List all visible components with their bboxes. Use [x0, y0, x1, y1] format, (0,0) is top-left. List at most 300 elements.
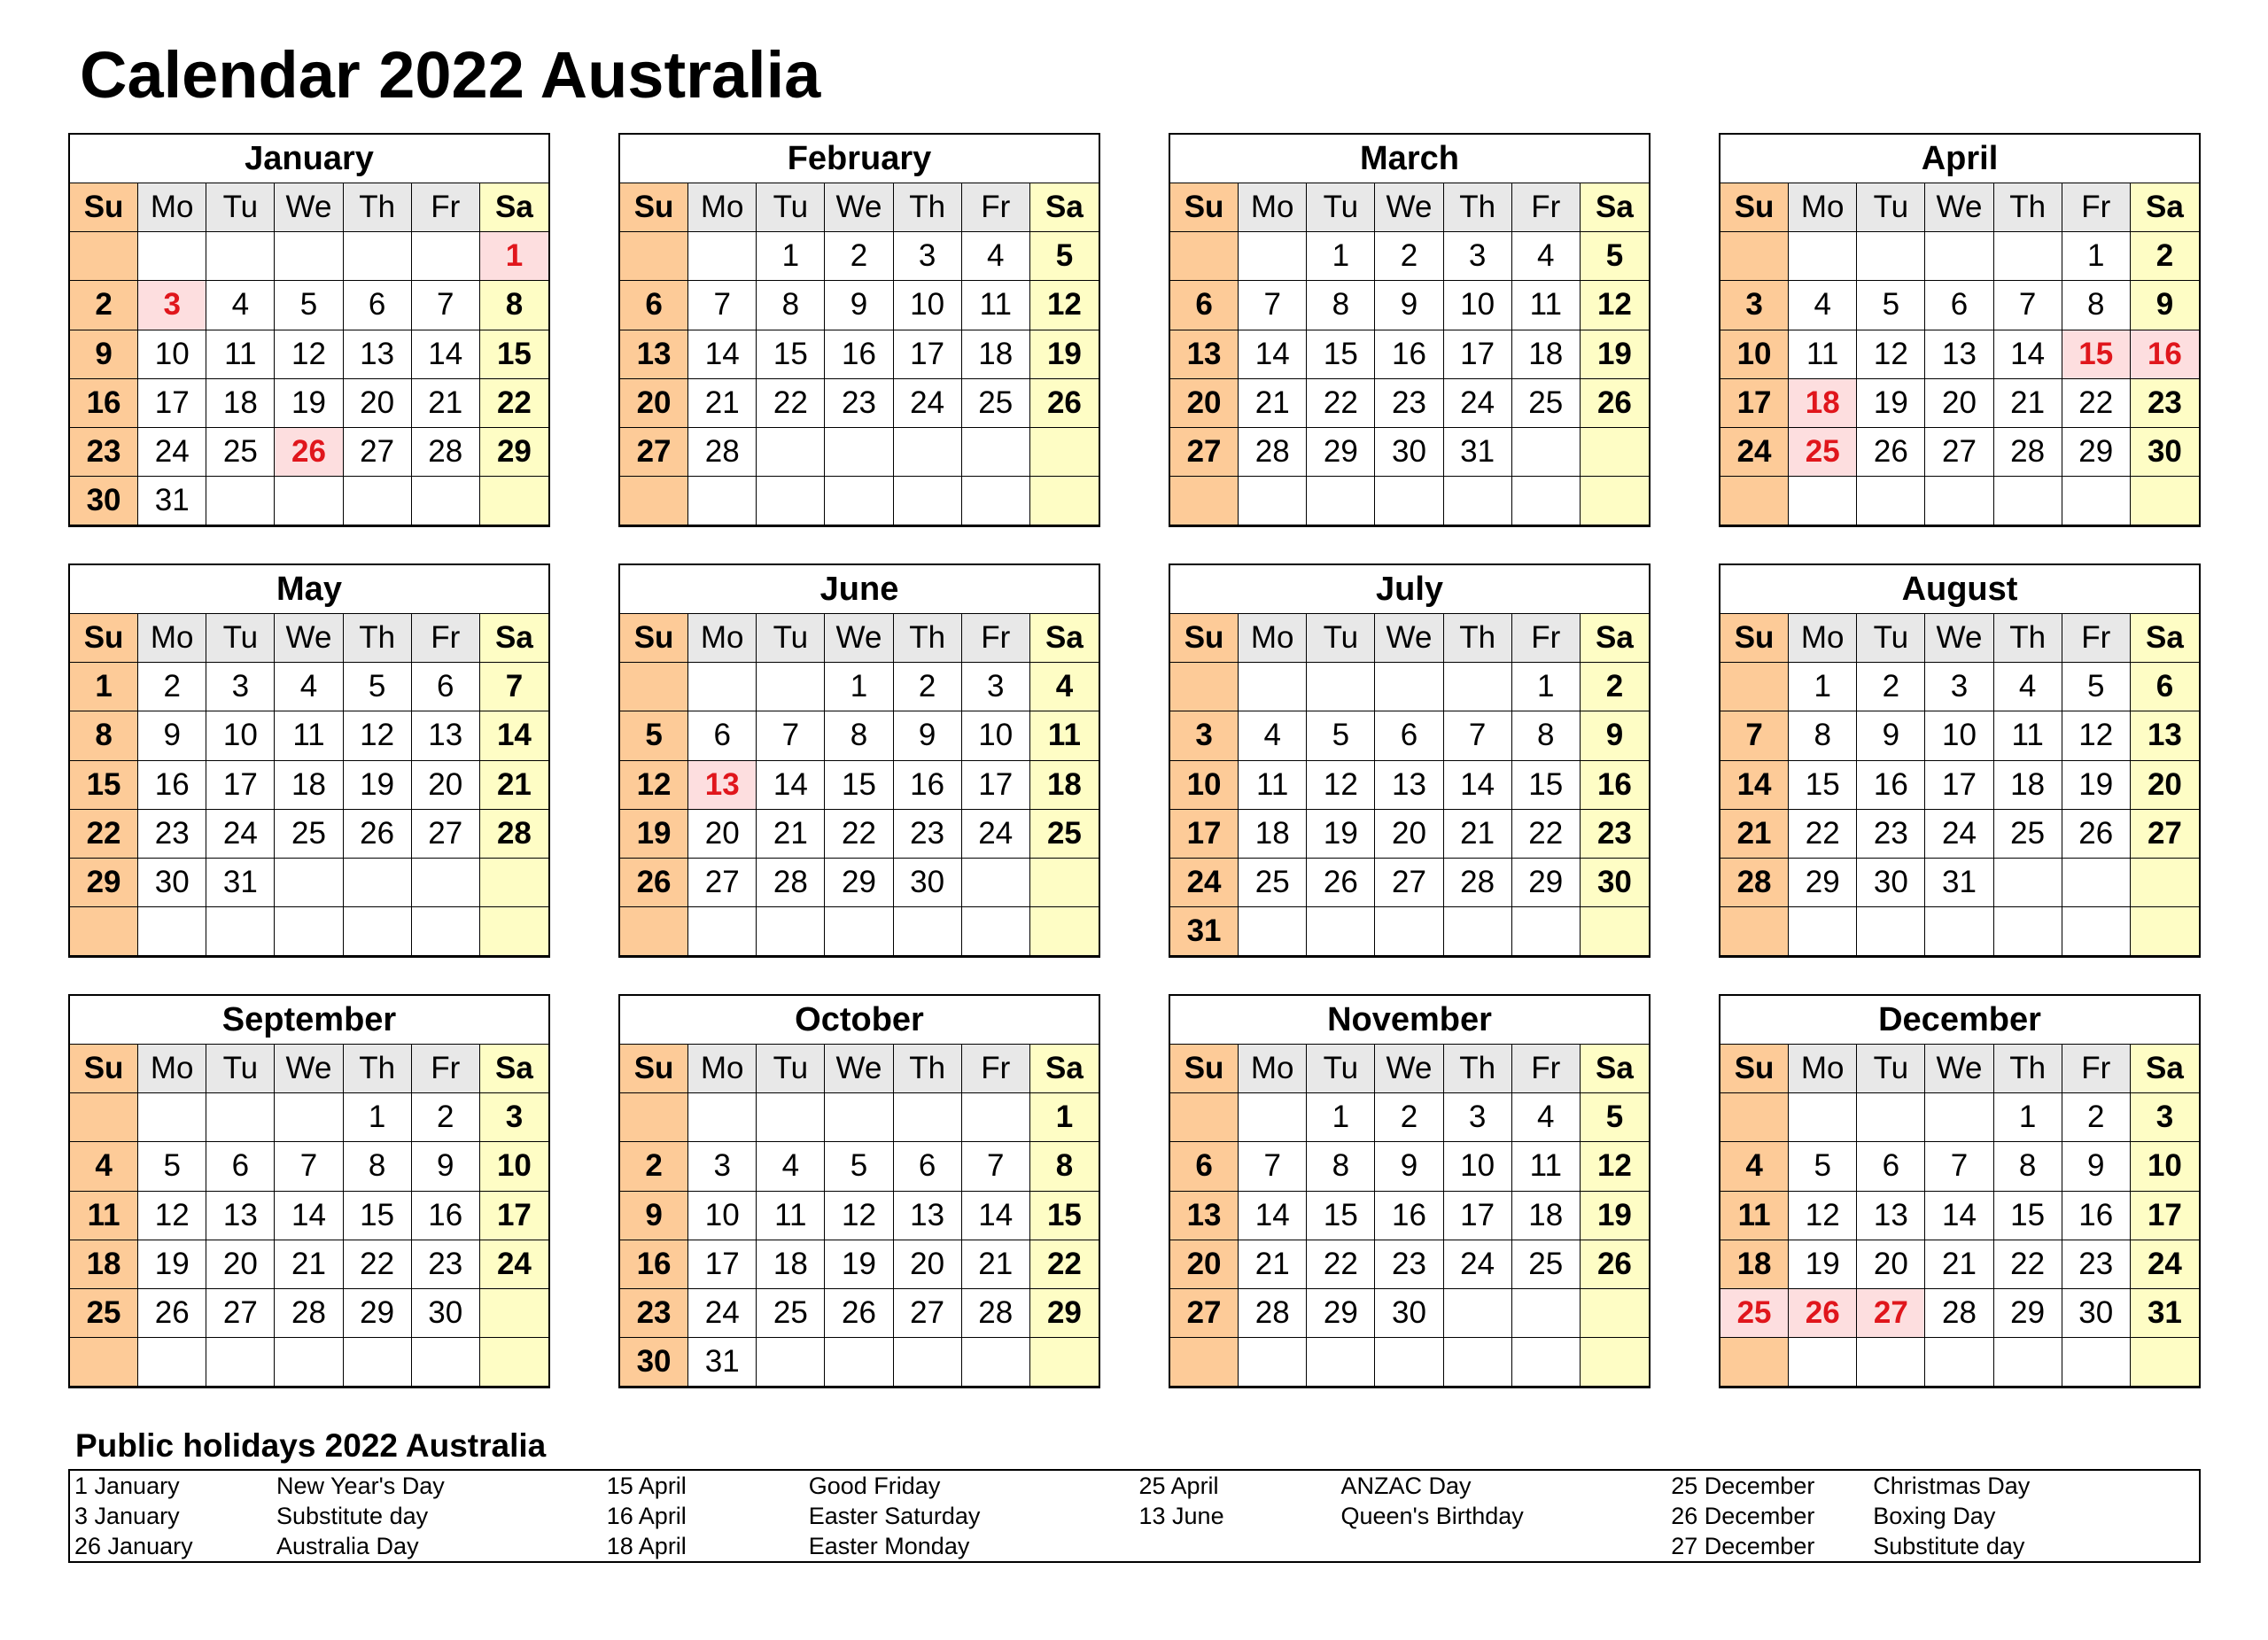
weekday-header: Sa — [480, 614, 548, 663]
weekday-header: Th — [1994, 614, 2062, 663]
day-cell: 4 — [1030, 663, 1099, 711]
weekday-header: Mo — [1239, 183, 1307, 232]
empty-cell — [962, 907, 1030, 956]
empty-cell — [206, 1338, 275, 1387]
weekday-header: Fr — [412, 183, 480, 232]
empty-cell — [344, 477, 412, 525]
weekday-header: Su — [1720, 1045, 1789, 1093]
day-cell: 30 — [1857, 859, 1925, 907]
weekday-header: We — [1925, 183, 1993, 232]
day-cell: 15 — [1030, 1192, 1099, 1240]
empty-cell — [1581, 1289, 1649, 1338]
day-cell: 9 — [138, 711, 206, 760]
month-calendar — [1169, 133, 1651, 527]
day-cell: 22 — [1789, 810, 1857, 859]
empty-cell — [1030, 428, 1099, 477]
holiday-date: 27 December — [1671, 1533, 1815, 1559]
weekday-header: Fr — [962, 614, 1030, 663]
holidays-table — [68, 1469, 2201, 1563]
holiday-group — [1135, 1471, 1667, 1561]
month-calendar — [618, 994, 1100, 1388]
day-cell: 2 — [894, 663, 962, 711]
holiday-name: Substitute day — [276, 1503, 429, 1529]
day-cell: 6 — [1375, 711, 1443, 760]
day-cell: 31 — [1444, 428, 1512, 477]
empty-cell — [1720, 1338, 1789, 1387]
weekday-header: Th — [344, 614, 412, 663]
day-cell: 20 — [1857, 1240, 1925, 1289]
day-cell: 30 — [1375, 1289, 1443, 1338]
day-cell: 23 — [2131, 379, 2199, 428]
day-cell: 2 — [1581, 663, 1649, 711]
weekday-header: We — [825, 1045, 893, 1093]
day-cell: 14 — [1239, 330, 1307, 379]
empty-cell — [275, 907, 343, 956]
weekday-header: We — [275, 183, 343, 232]
day-cell: 16 — [1375, 1192, 1443, 1240]
day-cell: 19 — [275, 379, 343, 428]
holiday-date: 15 April — [606, 1473, 687, 1499]
day-cell: 10 — [962, 711, 1030, 760]
month-name: January — [70, 135, 548, 183]
empty-cell — [757, 1338, 825, 1387]
day-cell: 26 — [620, 859, 688, 907]
day-cell: 2 — [1375, 1093, 1443, 1142]
empty-cell — [1170, 663, 1239, 711]
day-cell: 28 — [1239, 428, 1307, 477]
empty-cell — [1720, 663, 1789, 711]
empty-cell — [1444, 1289, 1512, 1338]
day-cell: 9 — [825, 281, 893, 330]
day-cell: 1 — [1789, 663, 1857, 711]
weekday-header: Tu — [757, 183, 825, 232]
day-cell: 13 — [1170, 330, 1239, 379]
weekday-header: We — [275, 1045, 343, 1093]
empty-cell — [1857, 232, 1925, 281]
day-cell: 2 — [1857, 663, 1925, 711]
day-cell: 19 — [825, 1240, 893, 1289]
day-cell: 8 — [70, 711, 138, 760]
day-cell: 25 — [1512, 379, 1581, 428]
weekday-header: Tu — [757, 1045, 825, 1093]
empty-cell — [620, 1093, 688, 1142]
empty-cell — [1170, 232, 1239, 281]
empty-cell — [2131, 859, 2199, 907]
empty-cell — [620, 663, 688, 711]
day-cell: 11 — [1512, 1142, 1581, 1191]
holiday-row — [1135, 1471, 1667, 1501]
day-cell: 26 — [1030, 379, 1099, 428]
day-cell: 13 — [412, 711, 480, 760]
day-cell: 20 — [1170, 1240, 1239, 1289]
day-cell: 17 — [688, 1240, 757, 1289]
empty-cell — [825, 1093, 893, 1142]
empty-cell — [894, 1338, 962, 1387]
day-cell: 9 — [620, 1192, 688, 1240]
day-cell: 8 — [1512, 711, 1581, 760]
day-cell: 28 — [412, 428, 480, 477]
empty-cell — [962, 477, 1030, 525]
day-cell: 12 — [1581, 281, 1649, 330]
holiday-row — [602, 1471, 1135, 1501]
day-cell: 23 — [1857, 810, 1925, 859]
weekday-header: Fr — [412, 614, 480, 663]
empty-cell — [480, 477, 548, 525]
weekday-header: Mo — [1789, 1045, 1857, 1093]
day-cell: 19 — [620, 810, 688, 859]
day-cell: 11 — [1239, 761, 1307, 810]
day-cell: 13 — [206, 1192, 275, 1240]
empty-cell — [1720, 1093, 1789, 1142]
day-cell: 20 — [620, 379, 688, 428]
day-cell: 11 — [962, 281, 1030, 330]
empty-cell — [620, 907, 688, 956]
day-cell: 20 — [1170, 379, 1239, 428]
day-cell: 19 — [1789, 1240, 1857, 1289]
weekday-header: Sa — [480, 183, 548, 232]
day-cell: 12 — [1581, 1142, 1649, 1191]
day-cell: 1 — [1030, 1093, 1099, 1142]
weekday-header: Th — [894, 614, 962, 663]
weekday-header: Th — [344, 1045, 412, 1093]
day-cell: 7 — [480, 663, 548, 711]
weekday-header: Mo — [688, 614, 757, 663]
empty-cell — [412, 477, 480, 525]
holiday-day-cell: 26 — [1789, 1289, 1857, 1338]
day-cell: 6 — [1170, 281, 1239, 330]
day-cell: 11 — [206, 330, 275, 379]
weekday-header: Su — [70, 614, 138, 663]
day-cell: 21 — [412, 379, 480, 428]
day-cell: 17 — [1444, 1192, 1512, 1240]
day-cell: 6 — [206, 1142, 275, 1191]
month-name: October — [620, 996, 1099, 1045]
empty-cell — [1789, 907, 1857, 956]
day-cell: 1 — [757, 232, 825, 281]
day-cell: 5 — [138, 1142, 206, 1191]
day-cell: 31 — [688, 1338, 757, 1387]
weekday-header: Th — [344, 183, 412, 232]
day-cell: 3 — [1444, 232, 1512, 281]
empty-cell — [825, 477, 893, 525]
day-cell: 2 — [1375, 232, 1443, 281]
holiday-name: ANZAC Day — [1340, 1473, 1472, 1499]
day-cell: 24 — [480, 1240, 548, 1289]
empty-cell — [688, 232, 757, 281]
day-cell: 25 — [206, 428, 275, 477]
weekday-header: Sa — [480, 1045, 548, 1093]
holiday-date: 16 April — [606, 1503, 687, 1529]
empty-cell — [757, 907, 825, 956]
weekday-header: Su — [70, 183, 138, 232]
empty-cell — [344, 232, 412, 281]
day-cell: 21 — [1239, 379, 1307, 428]
day-cell: 13 — [1925, 330, 1993, 379]
empty-cell — [480, 1289, 548, 1338]
empty-cell — [962, 1093, 1030, 1142]
day-cell: 28 — [480, 810, 548, 859]
day-cell: 16 — [894, 761, 962, 810]
holiday-date: 18 April — [606, 1533, 687, 1559]
day-cell: 26 — [1307, 859, 1375, 907]
weekday-header: Su — [1170, 614, 1239, 663]
weekday-header: We — [1375, 1045, 1443, 1093]
day-cell: 3 — [1925, 663, 1993, 711]
day-cell: 18 — [1239, 810, 1307, 859]
holiday-day-cell: 1 — [480, 232, 548, 281]
day-cell: 6 — [620, 281, 688, 330]
day-cell: 29 — [1307, 428, 1375, 477]
day-cell: 20 — [894, 1240, 962, 1289]
day-cell: 6 — [1170, 1142, 1239, 1191]
day-cell: 29 — [344, 1289, 412, 1338]
day-cell: 24 — [1720, 428, 1789, 477]
holiday-day-cell: 25 — [1789, 428, 1857, 477]
day-cell: 7 — [962, 1142, 1030, 1191]
empty-cell — [1994, 1338, 2062, 1387]
day-cell: 16 — [70, 379, 138, 428]
empty-cell — [412, 907, 480, 956]
day-cell: 27 — [1170, 428, 1239, 477]
day-cell: 24 — [894, 379, 962, 428]
day-cell: 17 — [1444, 330, 1512, 379]
holiday-date: 26 January — [74, 1533, 193, 1559]
holiday-day-cell: 3 — [138, 281, 206, 330]
day-cell: 19 — [1030, 330, 1099, 379]
day-cell: 4 — [1720, 1142, 1789, 1191]
empty-cell — [275, 1338, 343, 1387]
day-cell: 25 — [1512, 1240, 1581, 1289]
empty-cell — [1170, 1093, 1239, 1142]
weekday-header: Th — [1444, 614, 1512, 663]
day-cell: 28 — [688, 428, 757, 477]
day-cell: 12 — [1789, 1192, 1857, 1240]
day-cell: 22 — [1030, 1240, 1099, 1289]
day-cell: 1 — [70, 663, 138, 711]
day-cell: 10 — [1170, 761, 1239, 810]
day-cell: 15 — [757, 330, 825, 379]
day-cell: 2 — [70, 281, 138, 330]
day-cell: 16 — [2062, 1192, 2131, 1240]
day-cell: 14 — [275, 1192, 343, 1240]
holiday-name: Good Friday — [808, 1473, 941, 1499]
day-cell: 22 — [1307, 1240, 1375, 1289]
weekday-header: Su — [620, 183, 688, 232]
empty-cell — [480, 1338, 548, 1387]
day-cell: 31 — [1170, 907, 1239, 956]
day-cell: 17 — [2131, 1192, 2199, 1240]
day-cell: 23 — [1581, 810, 1649, 859]
day-cell: 22 — [344, 1240, 412, 1289]
empty-cell — [344, 907, 412, 956]
day-cell: 8 — [1789, 711, 1857, 760]
empty-cell — [1857, 477, 1925, 525]
holiday-row — [1666, 1531, 2199, 1561]
holiday-date: 25 December — [1671, 1473, 1815, 1499]
weekday-header: Th — [1994, 1045, 2062, 1093]
day-cell: 11 — [757, 1192, 825, 1240]
day-cell: 1 — [2062, 232, 2131, 281]
empty-cell — [206, 232, 275, 281]
day-cell: 11 — [1030, 711, 1099, 760]
day-cell: 23 — [138, 810, 206, 859]
day-cell: 13 — [620, 330, 688, 379]
day-cell: 23 — [825, 379, 893, 428]
empty-cell — [1512, 1289, 1581, 1338]
day-cell: 19 — [138, 1240, 206, 1289]
empty-cell — [1030, 859, 1099, 907]
holiday-row — [1135, 1501, 1667, 1531]
empty-cell — [1581, 428, 1649, 477]
empty-cell — [1239, 477, 1307, 525]
day-cell: 22 — [1512, 810, 1581, 859]
empty-cell — [1994, 907, 2062, 956]
day-cell: 1 — [1307, 232, 1375, 281]
day-cell: 19 — [1581, 330, 1649, 379]
day-cell: 16 — [1375, 330, 1443, 379]
holidays-title: Public holidays 2022 Australia — [75, 1427, 547, 1464]
empty-cell — [1239, 1338, 1307, 1387]
day-cell: 9 — [894, 711, 962, 760]
empty-cell — [1375, 477, 1443, 525]
holiday-row — [1666, 1501, 2199, 1531]
day-cell: 7 — [757, 711, 825, 760]
empty-cell — [1789, 1093, 1857, 1142]
empty-cell — [1994, 477, 2062, 525]
empty-cell — [206, 1093, 275, 1142]
weekday-header: We — [275, 614, 343, 663]
weekday-header: We — [1375, 614, 1443, 663]
empty-cell — [1444, 663, 1512, 711]
month-name: September — [70, 996, 548, 1045]
day-cell: 22 — [757, 379, 825, 428]
day-cell: 7 — [275, 1142, 343, 1191]
day-cell: 12 — [2062, 711, 2131, 760]
day-cell: 7 — [1444, 711, 1512, 760]
day-cell: 7 — [688, 281, 757, 330]
day-cell: 8 — [1994, 1142, 2062, 1191]
weekday-header: Mo — [138, 614, 206, 663]
empty-cell — [825, 1338, 893, 1387]
empty-cell — [620, 477, 688, 525]
holiday-row — [602, 1501, 1135, 1531]
day-cell: 18 — [1512, 1192, 1581, 1240]
month-calendar — [1719, 994, 2201, 1388]
weekday-header: We — [1375, 183, 1443, 232]
weekday-header: Th — [894, 1045, 962, 1093]
day-cell: 10 — [1444, 1142, 1512, 1191]
day-cell: 4 — [757, 1142, 825, 1191]
day-cell: 6 — [2131, 663, 2199, 711]
day-cell: 25 — [70, 1289, 138, 1338]
month-name: April — [1720, 135, 2199, 183]
day-cell: 16 — [620, 1240, 688, 1289]
empty-cell — [70, 907, 138, 956]
empty-cell — [1581, 907, 1649, 956]
day-cell: 21 — [1925, 1240, 1993, 1289]
month-calendar — [1169, 994, 1651, 1388]
day-cell: 8 — [2062, 281, 2131, 330]
day-cell: 1 — [1307, 1093, 1375, 1142]
holiday-name: Easter Monday — [808, 1533, 970, 1559]
day-cell: 5 — [620, 711, 688, 760]
weekday-header: Sa — [2131, 183, 2199, 232]
day-cell: 22 — [2062, 379, 2131, 428]
empty-cell — [138, 907, 206, 956]
empty-cell — [1789, 477, 1857, 525]
day-cell: 14 — [480, 711, 548, 760]
empty-cell — [2131, 477, 2199, 525]
day-cell: 10 — [894, 281, 962, 330]
weekday-header: Sa — [2131, 614, 2199, 663]
day-cell: 5 — [1030, 232, 1099, 281]
day-cell: 19 — [1307, 810, 1375, 859]
day-cell: 19 — [1581, 1192, 1649, 1240]
day-cell: 20 — [1925, 379, 1993, 428]
day-cell: 13 — [1857, 1192, 1925, 1240]
day-cell: 30 — [412, 1289, 480, 1338]
holiday-date: 13 June — [1138, 1503, 1224, 1529]
day-cell: 17 — [1170, 810, 1239, 859]
day-cell: 6 — [412, 663, 480, 711]
month-calendar — [618, 133, 1100, 527]
empty-cell — [825, 428, 893, 477]
day-cell: 10 — [1925, 711, 1993, 760]
day-cell: 29 — [1307, 1289, 1375, 1338]
day-cell: 24 — [962, 810, 1030, 859]
day-cell: 2 — [2062, 1093, 2131, 1142]
day-cell: 3 — [1720, 281, 1789, 330]
empty-cell — [2062, 1338, 2131, 1387]
day-cell: 17 — [894, 330, 962, 379]
month-calendar — [1719, 133, 2201, 527]
day-cell: 27 — [2131, 810, 2199, 859]
day-cell: 24 — [1444, 379, 1512, 428]
day-cell: 6 — [1857, 1142, 1925, 1191]
day-cell: 4 — [275, 663, 343, 711]
day-cell: 18 — [1512, 330, 1581, 379]
day-cell: 29 — [2062, 428, 2131, 477]
day-cell: 25 — [1994, 810, 2062, 859]
day-cell: 14 — [757, 761, 825, 810]
weekday-header: Su — [620, 614, 688, 663]
day-cell: 30 — [894, 859, 962, 907]
day-cell: 5 — [1307, 711, 1375, 760]
day-cell: 14 — [1239, 1192, 1307, 1240]
empty-cell — [894, 907, 962, 956]
weekday-header: Fr — [962, 183, 1030, 232]
day-cell: 23 — [1375, 379, 1443, 428]
day-cell: 9 — [1581, 711, 1649, 760]
day-cell: 27 — [1375, 859, 1443, 907]
day-cell: 22 — [1307, 379, 1375, 428]
day-cell: 24 — [138, 428, 206, 477]
day-cell: 27 — [412, 810, 480, 859]
day-cell: 29 — [1789, 859, 1857, 907]
day-cell: 24 — [206, 810, 275, 859]
weekday-header: Tu — [1857, 614, 1925, 663]
day-cell: 28 — [1925, 1289, 1993, 1338]
empty-cell — [962, 1338, 1030, 1387]
day-cell: 28 — [1444, 859, 1512, 907]
day-cell: 15 — [1307, 1192, 1375, 1240]
day-cell: 4 — [962, 232, 1030, 281]
day-cell: 7 — [1925, 1142, 1993, 1191]
month-calendar — [68, 994, 550, 1388]
empty-cell — [2131, 1338, 2199, 1387]
empty-cell — [894, 428, 962, 477]
empty-cell — [1720, 477, 1789, 525]
